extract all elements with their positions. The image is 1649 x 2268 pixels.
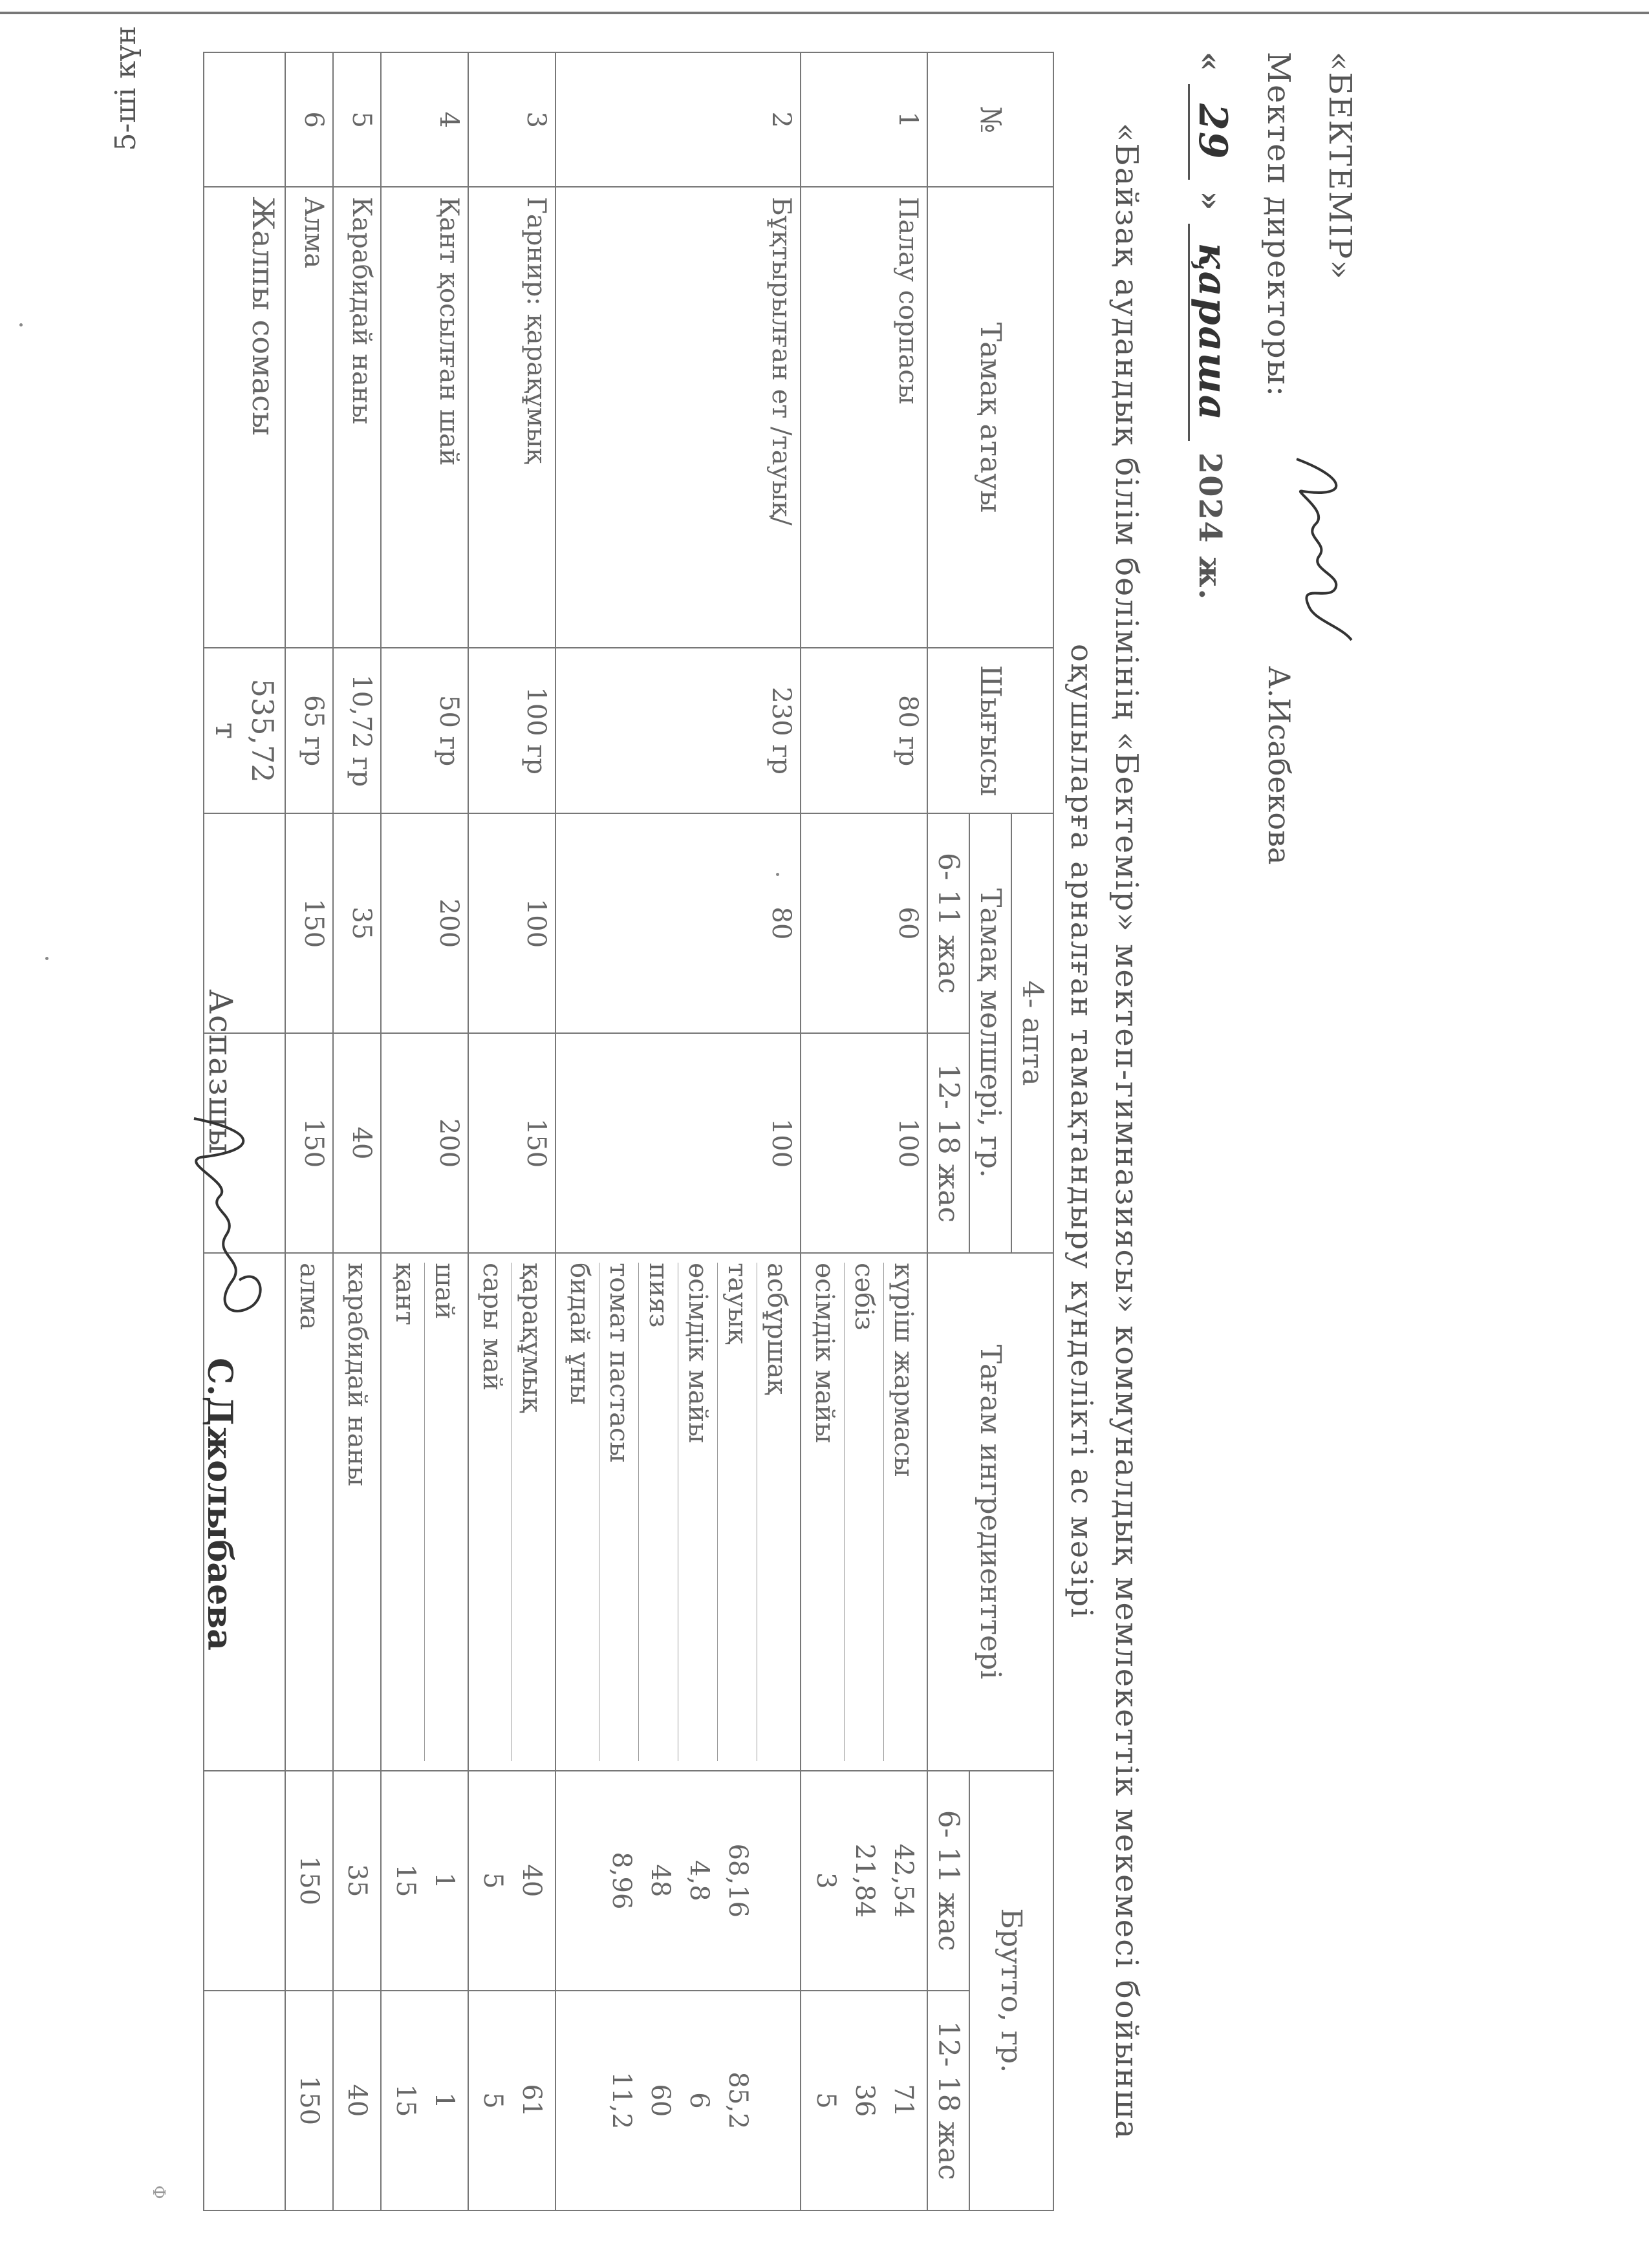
header-gross: Брутто, гр. [969, 1771, 1053, 2210]
header-portion: Тамақ мөлшері, гр. [969, 813, 1011, 1253]
gross-12-18-list [333, 1991, 381, 2210]
scan-dot [19, 323, 23, 326]
ingredient: томат пастасы [599, 1263, 638, 1761]
gross-value [757, 1781, 796, 1981]
total-unit: т [209, 722, 244, 739]
date-year: 2024 ж. [1192, 452, 1228, 601]
ingredient: асбұршақ [757, 1263, 796, 1761]
gross-value: 5 [478, 2092, 508, 2109]
ingredient: шай [424, 1263, 464, 1761]
row-num: 5 [333, 52, 381, 187]
gross-value: 11,2 [607, 2071, 636, 2130]
gross-value: 150 [294, 2075, 324, 2126]
gross-value: 3 [811, 1872, 841, 1889]
dish-name: Бұқтырылған ет /тауық/ [555, 187, 801, 648]
portion-6-11: 100 [468, 813, 555, 1033]
header-dish-name: Тамақ атауы [927, 187, 1053, 648]
ingredient: күріш жармасы [883, 1263, 923, 1761]
cook-label: Аспазшы [202, 989, 239, 1155]
ingredient: өсімдік майы [810, 1263, 839, 1444]
director-signature [1284, 453, 1355, 647]
table-row [801, 52, 927, 2210]
gross-12-18-list [555, 1991, 801, 2210]
gross-value [563, 1781, 602, 1981]
dish-yield: 100 гр [468, 648, 555, 813]
portion-6-11: 80 [555, 813, 801, 1033]
row-num: 1 [801, 52, 927, 187]
header-gross-12-18: 12- 18 жас [927, 1991, 969, 2210]
portion-12-18: 40 [333, 1033, 381, 1253]
gross-6-11-list [468, 1771, 555, 1991]
gross-value: 61 [517, 2084, 546, 2117]
gross-value: 5 [811, 2092, 841, 2109]
date-close-quote: » [1192, 191, 1228, 212]
scan-top-line [0, 12, 1649, 14]
gross-12-18-list [801, 1991, 927, 2210]
ingredient-list [333, 1253, 381, 1771]
dish-name: Карабидай наны [333, 187, 381, 648]
row-num: 3 [468, 52, 555, 187]
dish-yield: 80 гр [801, 648, 927, 813]
dish-yield: 230 гр [555, 648, 801, 813]
cook-signature [175, 1112, 272, 1325]
ingredient-list [468, 1253, 555, 1771]
gross-value: 71 [889, 2084, 918, 2117]
rotated-document [109, 26, 1358, 2211]
gross-value: 1 [429, 1872, 459, 1889]
document-header [1054, 52, 1358, 2211]
director-label: Мектеп директоры: [1260, 52, 1297, 398]
ingredient-list [381, 1253, 468, 1771]
gross-value: 4,8 [684, 1860, 714, 1901]
ingredient: қант [390, 1263, 420, 1325]
table-row [333, 52, 381, 2210]
date-month: қараша [1188, 224, 1235, 441]
total-label: Жалпы сомасы [204, 187, 285, 648]
document-subtitle: оқушыларға арналған тамақтандыру күнделікті ас мәзірі [1064, 644, 1099, 1619]
table-row [381, 52, 468, 2210]
total-value: 535,72 [245, 678, 280, 783]
portion-6-11: 200 [381, 813, 468, 1033]
dish-name: Гарнир: қарақұмық [468, 187, 555, 648]
gross-value: 42,54 [889, 1843, 918, 1918]
portion-12-18: 100 [801, 1033, 927, 1253]
gross-value: 40 [517, 1864, 546, 1898]
scan-dot [45, 957, 48, 960]
gross-value: 150 [294, 1856, 324, 1906]
gross-6-11-list [801, 1771, 927, 1991]
header-portion-12-18: 12- 18 жас [927, 1033, 969, 1253]
gross-value: 15 [391, 1864, 420, 1898]
portion-6-11: 150 [285, 813, 333, 1033]
gross-value: 68,16 [723, 1843, 753, 1918]
ingredient: алма [294, 1263, 324, 1331]
header-ingredients: Тағам ингредиенттері [927, 1253, 1053, 1771]
table-row [468, 52, 555, 2210]
gross-value: 15 [391, 2084, 420, 2117]
gross-value: 1 [429, 2092, 459, 2109]
gross-12-18-list [381, 1991, 468, 2210]
gross-value: 5 [478, 1872, 508, 1889]
director-name: А.Исабекова [1262, 666, 1297, 865]
gross-value: 36 [850, 2084, 879, 2117]
ingredient-list [801, 1253, 927, 1771]
menu-table [203, 52, 1054, 2211]
approval-date [1190, 52, 1235, 612]
dish-yield: 65 гр [285, 648, 333, 813]
gross-6-11-list [285, 1771, 333, 1991]
dish-name: Палау сорпасы [801, 187, 927, 648]
date-open-quote: « [1192, 52, 1228, 72]
ingredient: сары май [477, 1263, 507, 1391]
header-num: № [927, 52, 1053, 187]
corner-mark: Ф [149, 2185, 168, 2199]
row-num: 2 [555, 52, 801, 187]
gross-value [757, 2000, 796, 2201]
dish-yield: 10,72 гр [333, 648, 381, 813]
document-footer [142, 52, 272, 2211]
date-day: 29 [1188, 84, 1235, 180]
ingredient: өсімдік майы [678, 1263, 717, 1761]
ingredient: қарақұмық [512, 1263, 551, 1761]
gross-12-18-list [285, 1991, 333, 2210]
dish-name: Қант қосылған шай [381, 187, 468, 648]
gross-6-11-list [333, 1771, 381, 1991]
row-num: 6 [285, 52, 333, 187]
document-title: «Байзақ аудандық білім бөлімінің «Бектемір» мектеп-гимназиясы» коммуналдық мемлекеттік мекемесі бойынша [1108, 123, 1145, 2140]
row-num: 4 [381, 52, 468, 187]
ingredient: пияз [638, 1263, 678, 1761]
gross-value: 8,96 [607, 1852, 636, 1910]
gross-6-11-list [381, 1771, 468, 1991]
header-gross-6-11: 6- 11 жас [927, 1771, 969, 1991]
portion-12-18: 200 [381, 1033, 468, 1253]
gross-value: 6 [684, 2092, 714, 2109]
gross-value: 48 [645, 1864, 675, 1898]
header-portion-6-11: 6- 11 жас [927, 813, 969, 1033]
gross-value: 85,2 [723, 2071, 753, 2130]
portion-12-18: 150 [468, 1033, 555, 1253]
gross-value: 35 [342, 1864, 372, 1898]
portion-12-18: 100 [555, 1033, 801, 1253]
portion-6-11: 60 [801, 813, 927, 1033]
dish-name: Алма [285, 187, 333, 648]
portion-12-18: 150 [285, 1033, 333, 1253]
ingredient-list [285, 1253, 333, 1771]
ingredient: тауық [717, 1263, 757, 1761]
table-row [285, 52, 333, 2210]
portion-6-11: 35 [333, 813, 381, 1033]
dish-yield: 50 гр [381, 648, 468, 813]
header-week: 4- апта [1011, 813, 1053, 1253]
gross-value [563, 2000, 602, 2201]
ingredient: карабидай наны [342, 1263, 372, 1486]
ingredient: сәбіз [844, 1263, 883, 1761]
day-label: 5-ші күн [109, 26, 142, 151]
cook-name: С.Джолыбаева [200, 1358, 239, 1651]
gross-value: 60 [645, 2084, 675, 2117]
ingredient: бидай ұны [565, 1263, 594, 1405]
ingredient-list [555, 1253, 801, 1771]
gross-12-18-list [468, 1991, 555, 2210]
gross-value: 21,84 [850, 1843, 879, 1918]
school-name: «БЕКТЕМІР» [1322, 52, 1358, 281]
header-yield: Шығысы [927, 648, 1053, 813]
gross-value: 40 [342, 2084, 372, 2117]
gross-6-11-list [555, 1771, 801, 1991]
table-row [555, 52, 801, 2210]
